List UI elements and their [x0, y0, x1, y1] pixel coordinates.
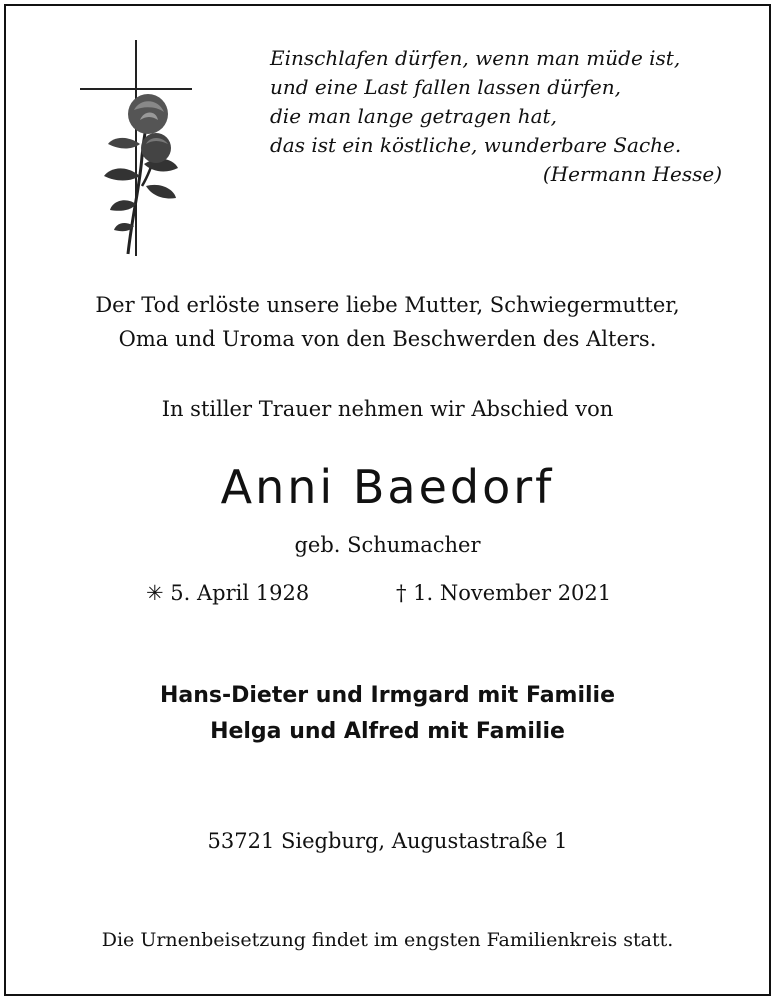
- intro-line: Oma und Uroma von den Beschwerden des Alters.: [118, 327, 657, 351]
- birth-name: geb. Schumacher: [294, 533, 481, 557]
- death-date: † 1. November 2021: [396, 581, 612, 605]
- burial-note: Die Urnenbeisetzung findet im engsten Familienkreis statt.: [101, 929, 674, 951]
- poem-author: (Hermann Hesse): [542, 162, 722, 186]
- deceased-name: Anni Baedorf: [220, 460, 555, 514]
- poem-line: Einschlafen dürfen, wenn man müde ist,: [270, 46, 681, 70]
- cross-with-rose-icon: [70, 36, 210, 266]
- poem-line: und eine Last fallen lassen dürfen,: [270, 75, 621, 99]
- birth-date: ✳ 5. April 1928: [146, 581, 310, 605]
- poem-line: die man lange getragen hat,: [270, 104, 557, 128]
- poem-line: das ist ein köstliche, wunderbare Sache.: [270, 133, 682, 157]
- mourner-line: Hans-Dieter und Irmgard mit Familie: [159, 683, 616, 708]
- mourner-line: Helga und Alfred mit Familie: [210, 719, 565, 744]
- intro-line: Der Tod erlöste unsere liebe Mutter, Schwiegermutter,: [95, 293, 680, 317]
- mourners: [0, 678, 775, 750]
- life-dates: [0, 578, 775, 608]
- poem: [270, 44, 730, 189]
- intro-text: [0, 288, 775, 356]
- farewell-text: In stiller Trauer nehmen wir Abschied von: [161, 397, 614, 421]
- address: 53721 Siegburg, Augustastraße 1: [207, 829, 568, 853]
